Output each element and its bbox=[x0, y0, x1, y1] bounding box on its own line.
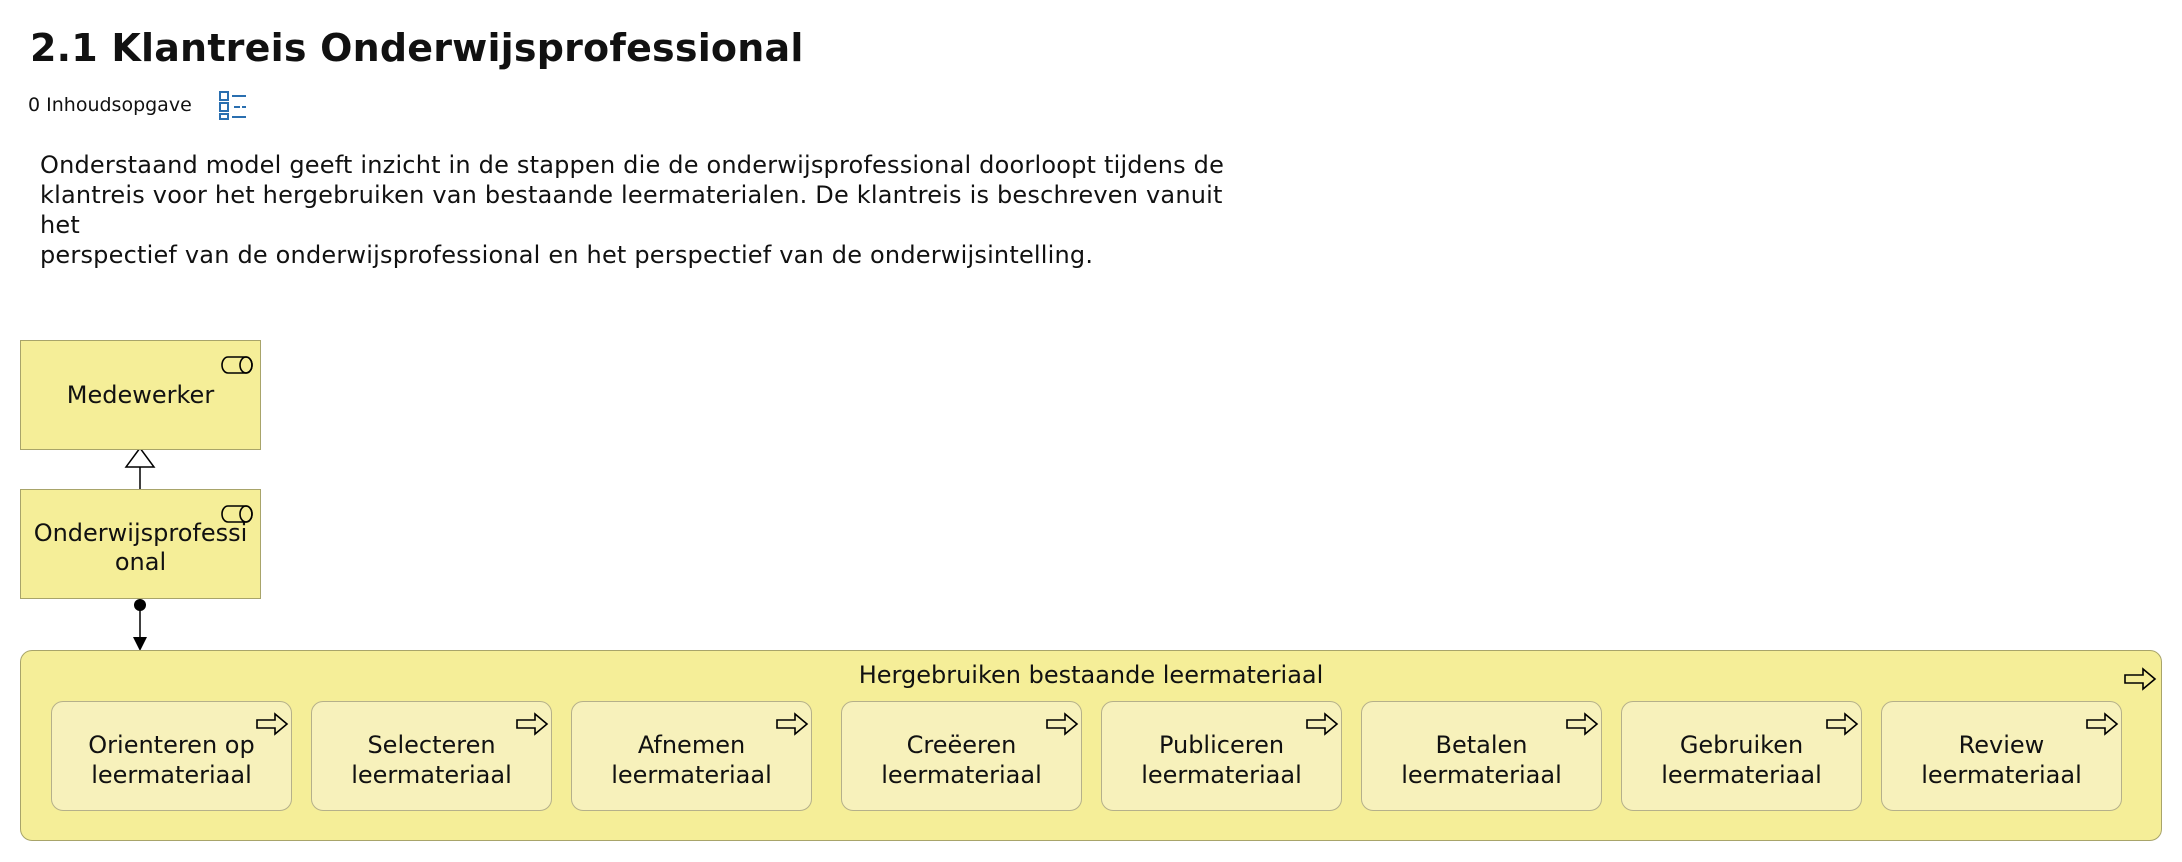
role-label-line: Onderwijsprofessi bbox=[33, 519, 248, 547]
process-step[interactable] bbox=[571, 701, 812, 811]
business-process-icon bbox=[775, 712, 809, 736]
business-process-icon bbox=[255, 712, 289, 736]
step-label-line: Afnemen bbox=[637, 731, 746, 759]
step-label bbox=[1141, 722, 1302, 790]
business-role-icon bbox=[220, 353, 254, 373]
step-label-line: leermateriaal bbox=[91, 761, 252, 789]
process-step[interactable] bbox=[1881, 701, 2122, 811]
intro-line: perspectief van de onderwijsprofessional en het perspectief van de onderwijsintelling. bbox=[40, 241, 1094, 269]
role-label: Medewerker bbox=[66, 380, 215, 409]
assignment-arrowhead bbox=[133, 637, 147, 651]
step-label-line: Gebruiken bbox=[1679, 731, 1804, 759]
step-label bbox=[611, 722, 772, 790]
process-step[interactable] bbox=[841, 701, 1082, 811]
step-label bbox=[1661, 722, 1822, 790]
business-role-icon bbox=[220, 502, 254, 522]
business-process-icon bbox=[1825, 712, 1859, 736]
toc-link[interactable]: 0 Inhoudsopgave bbox=[28, 94, 192, 116]
business-process-icon bbox=[515, 712, 549, 736]
business-process-icon bbox=[2085, 712, 2119, 736]
process-label: Hergebruiken bestaande leermateriaal bbox=[858, 661, 1324, 689]
business-process-icon bbox=[2123, 667, 2157, 691]
step-label-line: Creëeren bbox=[906, 731, 1017, 759]
step-label-line: Betalen bbox=[1435, 731, 1528, 759]
step-label-line: Selecteren bbox=[367, 731, 496, 759]
step-label-line: leermateriaal bbox=[1401, 761, 1562, 789]
business-process-icon bbox=[1305, 712, 1339, 736]
step-label-line: Publiceren bbox=[1158, 731, 1285, 759]
step-label-line: leermateriaal bbox=[351, 761, 512, 789]
role-label-line: onal bbox=[114, 548, 167, 576]
page-title: 2.1 Klantreis Onderwijsprofessional bbox=[30, 26, 804, 70]
specialization-arrowhead bbox=[126, 448, 154, 467]
step-label-line: leermateriaal bbox=[1921, 761, 2082, 789]
process-step[interactable] bbox=[311, 701, 552, 811]
process-step[interactable] bbox=[1361, 701, 1602, 811]
role-label bbox=[34, 511, 248, 577]
role-onderwijsprofessional[interactable] bbox=[20, 489, 261, 599]
step-label-line: leermateriaal bbox=[1141, 761, 1302, 789]
role-medewerker[interactable] bbox=[20, 340, 261, 450]
intro-line: klantreis voor het hergebruiken van bestaande leermaterialen. De klantreis is beschreven vanuit het bbox=[40, 181, 1223, 239]
step-label-line: leermateriaal bbox=[1661, 761, 1822, 789]
process-step[interactable] bbox=[1621, 701, 1862, 811]
step-label-line: leermateriaal bbox=[881, 761, 1042, 789]
business-process-icon bbox=[1565, 712, 1599, 736]
process-step[interactable] bbox=[51, 701, 292, 811]
step-label-line: leermateriaal bbox=[611, 761, 772, 789]
step-label bbox=[1401, 722, 1562, 790]
step-label bbox=[1921, 722, 2082, 790]
step-label bbox=[351, 722, 512, 790]
process-hergebruiken[interactable] bbox=[20, 650, 2162, 841]
step-label-line: Orienteren op bbox=[88, 731, 255, 759]
business-process-icon bbox=[1045, 712, 1079, 736]
step-label-line: Review bbox=[1958, 731, 2045, 759]
process-step[interactable] bbox=[1101, 701, 1342, 811]
step-label bbox=[881, 722, 1042, 790]
intro-line: Onderstaand model geeft inzicht in de stappen die de onderwijsprofessional doorloopt tijdens de bbox=[40, 151, 1225, 179]
step-label bbox=[88, 722, 254, 790]
